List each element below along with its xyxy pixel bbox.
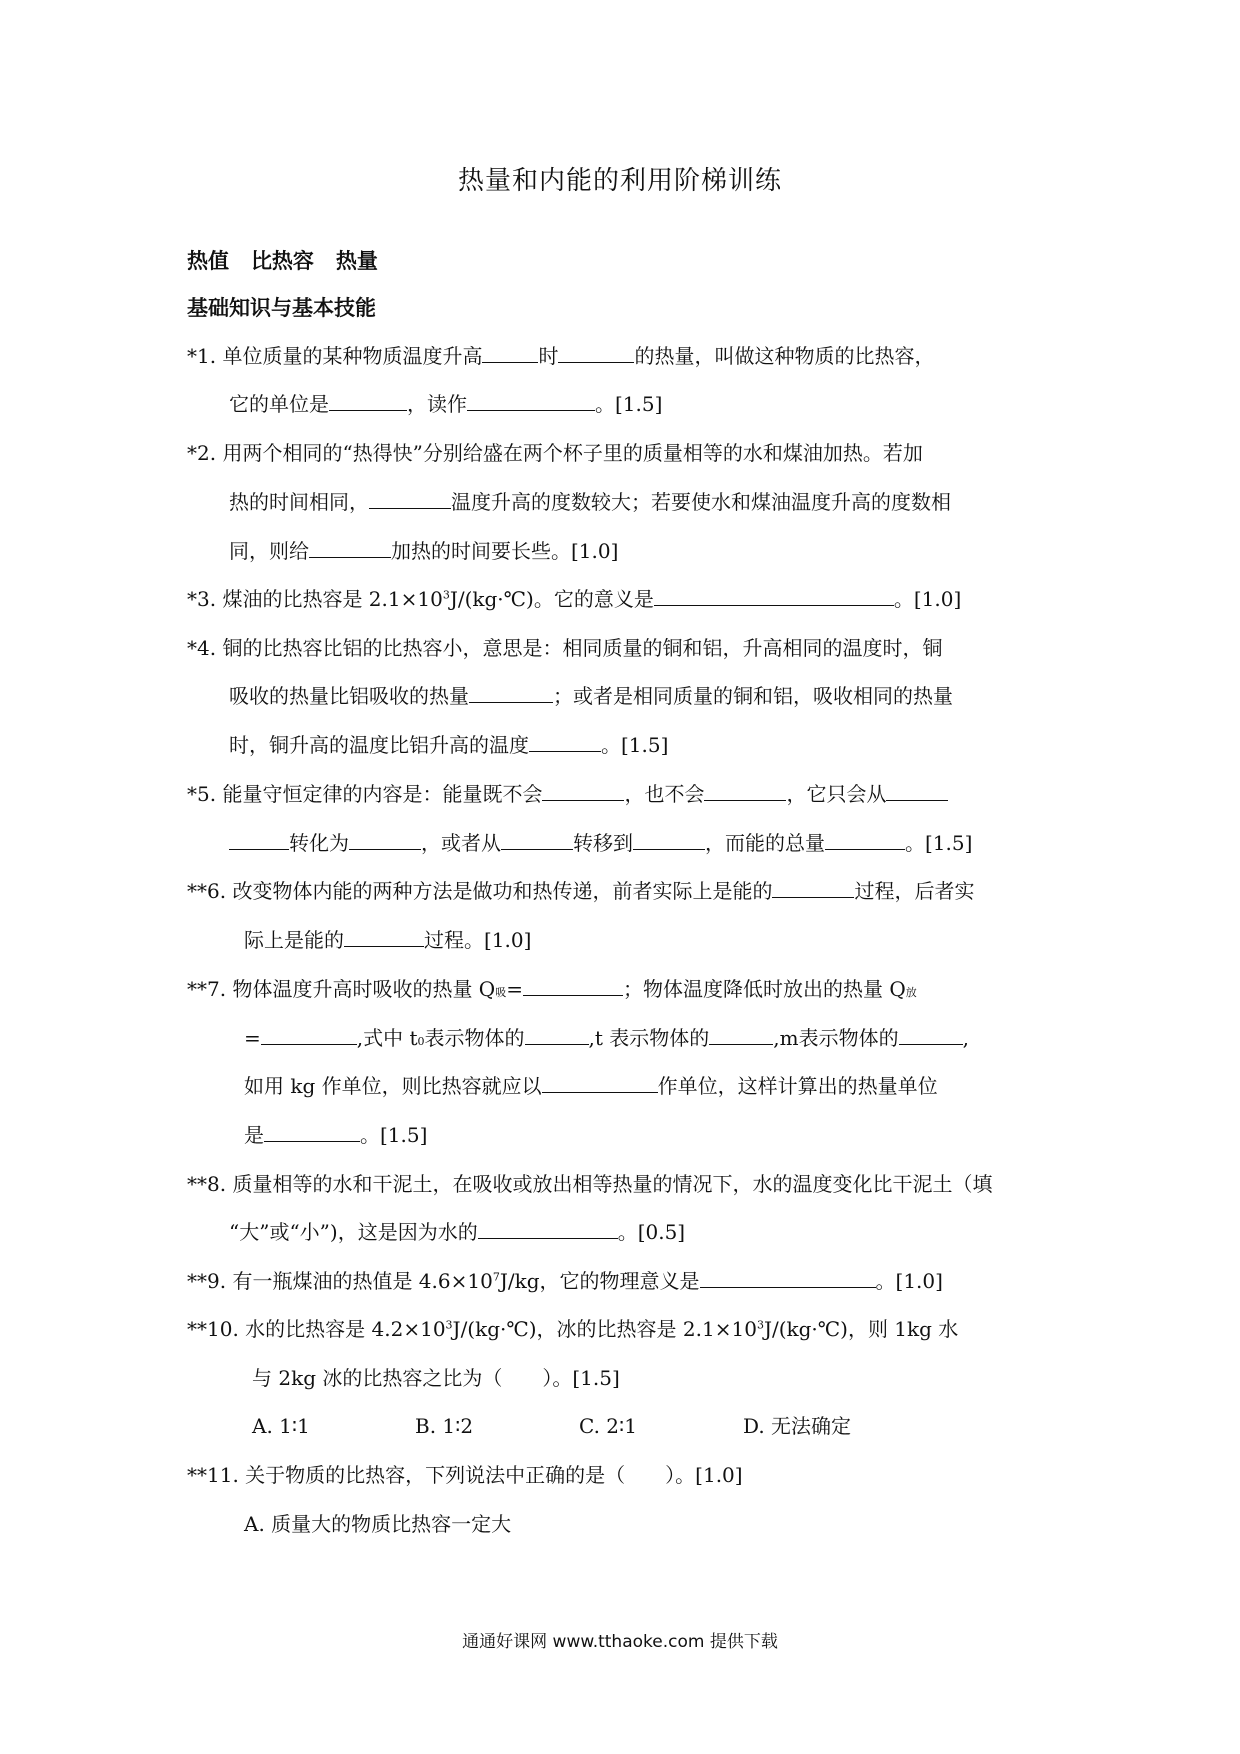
question-text: 。[1.5]	[905, 831, 973, 855]
question-number: *1.	[187, 344, 217, 368]
answer-blank[interactable]	[478, 1220, 618, 1239]
question-text: ，或者从	[421, 831, 501, 855]
answer-blank[interactable]	[529, 733, 601, 752]
option-b[interactable]: B. 1∶2	[415, 1414, 474, 1438]
answer-blank[interactable]	[344, 928, 424, 947]
answer-blank[interactable]	[709, 1026, 773, 1045]
question-text: 如用 kg 作单位，则比热容就应以	[244, 1074, 542, 1098]
question-text: 加热的时间要长些。[1.0]	[391, 539, 619, 563]
question-6-line-1	[187, 875, 974, 904]
question-text: =	[244, 1026, 261, 1050]
question-2-line-1	[187, 437, 923, 466]
heading-part: 热量	[335, 249, 378, 273]
question-number: **8.	[187, 1172, 227, 1196]
question-4-line-3	[229, 729, 668, 758]
answer-blank[interactable]	[261, 1026, 357, 1045]
answer-blank[interactable]	[899, 1026, 963, 1045]
answer-blank[interactable]	[700, 1269, 876, 1288]
option-c[interactable]: C. 2∶1	[579, 1414, 637, 1438]
answer-blank[interactable]	[501, 831, 573, 850]
question-text: 过程，后者实	[854, 879, 975, 903]
question-text: 是	[244, 1123, 264, 1147]
superscript: 3	[756, 1318, 764, 1332]
question-5-line-1	[187, 778, 948, 807]
question-number: *2.	[187, 441, 217, 465]
question-text: 改变物体内能的两种方法是做功和热传递，前者实际上是能的	[232, 879, 773, 903]
question-4-line-2	[229, 680, 953, 709]
option-a[interactable]: A. 1∶1	[252, 1414, 310, 1438]
question-10-options	[252, 1410, 851, 1439]
question-9-line-1	[187, 1265, 943, 1294]
question-text: ；物体温度降低时放出的热量 Q	[622, 977, 906, 1001]
question-8-line-2	[229, 1216, 685, 1245]
question-11-option-a[interactable]	[244, 1508, 511, 1537]
question-text: ，读作	[407, 392, 467, 416]
question-10-line-2	[252, 1362, 620, 1391]
question-6-line-2	[244, 924, 531, 953]
question-text: J/(kg·℃)，冰的比热容是 2.1×10	[452, 1317, 757, 1341]
answer-blank[interactable]	[329, 392, 407, 411]
answer-blank[interactable]	[542, 1074, 658, 1093]
question-text: ,t 表示物体的	[588, 1026, 710, 1050]
superscript: 7	[492, 1270, 500, 1284]
question-text: 热的时间相同，	[229, 490, 369, 514]
question-text: ，而能的总量	[705, 831, 825, 855]
question-text: 质量相等的水和干泥土，在吸收或放出相等热量的情况下，水的温度变化比干泥土（填	[232, 1172, 993, 1196]
question-10-line-1	[187, 1313, 958, 1342]
option-d[interactable]: D. 无法确定	[743, 1414, 852, 1438]
answer-blank[interactable]	[525, 1026, 589, 1045]
option-a[interactable]: A. 质量大的物质比热容一定大	[244, 1512, 512, 1536]
question-text: 用两个相同的“热得快”分别给盛在两个杯子里的质量相等的水和煤油加热。若加	[222, 441, 923, 465]
question-7-line-1	[187, 973, 917, 1002]
question-number: **9.	[187, 1269, 227, 1293]
answer-blank[interactable]	[369, 490, 451, 509]
question-2-line-2	[229, 486, 951, 515]
question-text: 时，铜升高的温度比铝升高的温度	[229, 733, 529, 757]
question-text: ,式中 t	[356, 1026, 418, 1050]
section-heading	[187, 245, 378, 275]
answer-blank[interactable]	[469, 684, 553, 703]
heading-part: 热值	[187, 249, 229, 273]
question-text: J/(kg·℃)。它的意义是	[449, 587, 654, 611]
question-number: *5.	[187, 782, 217, 806]
question-5-line-2	[229, 827, 972, 856]
question-text: 水的比热容是 4.2×10	[245, 1317, 446, 1341]
question-text: 能量守恒定律的内容是：能量既不会	[222, 782, 543, 806]
question-text: 。[1.5]	[595, 392, 663, 416]
question-text: 作单位，这样计算出的热量单位	[657, 1074, 938, 1098]
question-text: 。[1.0]	[893, 587, 962, 611]
question-text: 物体温度升高时吸收的热量 Q	[232, 977, 496, 1001]
question-3-line-1	[187, 583, 961, 612]
question-1-line-1	[187, 340, 934, 369]
question-text: “大”或“小”)，这是因为水的	[229, 1220, 478, 1244]
superscript: 3	[445, 1318, 453, 1332]
question-8-line-1	[187, 1168, 992, 1197]
question-text: 同，则给	[229, 539, 309, 563]
answer-blank[interactable]	[825, 831, 905, 850]
question-text: 。[1.5]	[360, 1123, 428, 1147]
question-text: ；或者是相同质量的铜和铝，吸收相同的热量	[553, 684, 953, 708]
page-footer: 通通好课网 www.tthaoke.com 提供下载	[462, 1632, 778, 1652]
answer-blank[interactable]	[467, 392, 595, 411]
answer-blank[interactable]	[704, 782, 786, 801]
question-text: 表示物体的	[424, 1026, 525, 1050]
question-text: 。[0.5]	[617, 1220, 686, 1244]
question-number: **6.	[187, 879, 227, 903]
answer-blank[interactable]	[654, 587, 894, 606]
superscript: 3	[442, 588, 450, 602]
question-text: 的热量，叫做这种物质的比热容，	[634, 344, 935, 368]
question-number: **10.	[187, 1317, 239, 1341]
question-text: ,m表示物体的	[773, 1026, 899, 1050]
question-2-line-3	[229, 535, 618, 564]
question-number: *4.	[187, 636, 217, 660]
question-text: 与 2kg 冰的比热容之比为（ ）。[1.5]	[252, 1366, 620, 1390]
answer-blank[interactable]	[349, 831, 421, 850]
question-text: 转移到	[573, 831, 633, 855]
question-number: *3.	[187, 587, 217, 611]
question-text: 过程。[1.0]	[424, 928, 532, 952]
question-text: 时	[538, 344, 559, 368]
question-text: 单位质量的某种物质温度升高	[222, 344, 483, 368]
question-text: ，它只会从	[786, 782, 887, 806]
question-text: ，也不会	[624, 782, 705, 806]
answer-blank[interactable]	[633, 831, 705, 850]
question-number: **7.	[187, 977, 227, 1001]
question-4-line-1	[187, 632, 942, 661]
question-7-line-2	[244, 1022, 969, 1051]
question-7-line-3	[244, 1070, 938, 1099]
question-11-line-1	[187, 1459, 743, 1488]
question-1-line-2	[229, 388, 662, 417]
question-text: 温度升高的度数较大；若要使水和煤油温度升高的度数相	[451, 490, 951, 514]
question-text: 它的单位是	[229, 392, 329, 416]
question-text: 吸收的热量比铝吸收的热量	[229, 684, 469, 708]
answer-blank[interactable]	[886, 782, 948, 801]
question-text: 铜的比热容比铝的比热容小，意思是：相同质量的铜和铝，升高相同的温度时，铜	[222, 636, 943, 660]
subscript: 吸	[495, 986, 507, 999]
answer-blank[interactable]	[542, 782, 624, 801]
answer-blank[interactable]	[772, 879, 854, 898]
question-text: J/kg，它的物理意义是	[499, 1269, 700, 1293]
question-text: 。[1.0]	[875, 1269, 943, 1293]
question-text: ,	[962, 1026, 969, 1050]
answer-blank[interactable]	[229, 831, 289, 850]
question-number: **11.	[187, 1463, 239, 1487]
question-text: 际上是能的	[244, 928, 344, 952]
question-text: 有一瓶煤油的热值是 4.6×10	[232, 1269, 493, 1293]
answer-blank[interactable]	[523, 977, 623, 996]
subscript: 放	[905, 986, 917, 999]
answer-blank[interactable]	[482, 344, 538, 363]
question-text: =	[506, 977, 523, 1001]
question-text: 转化为	[289, 831, 349, 855]
heading-part: 比热容	[250, 249, 314, 273]
page-title: 热量和内能的利用阶梯训练	[457, 166, 782, 196]
question-text: J/(kg·℃)，则 1kg 水	[763, 1317, 959, 1341]
answer-blank[interactable]	[558, 344, 634, 363]
question-text: 煤油的比热容是 2.1×10	[222, 587, 443, 611]
question-7-line-4	[244, 1119, 427, 1148]
question-text: 。[1.5]	[601, 733, 669, 757]
subscript: 0	[417, 1035, 425, 1048]
subsection-heading: 基础知识与基本技能	[187, 296, 376, 320]
question-text: 关于物质的比热容，下列说法中正确的是（ ）。[1.0]	[245, 1463, 743, 1487]
answer-blank[interactable]	[264, 1123, 360, 1142]
answer-blank[interactable]	[309, 539, 391, 558]
